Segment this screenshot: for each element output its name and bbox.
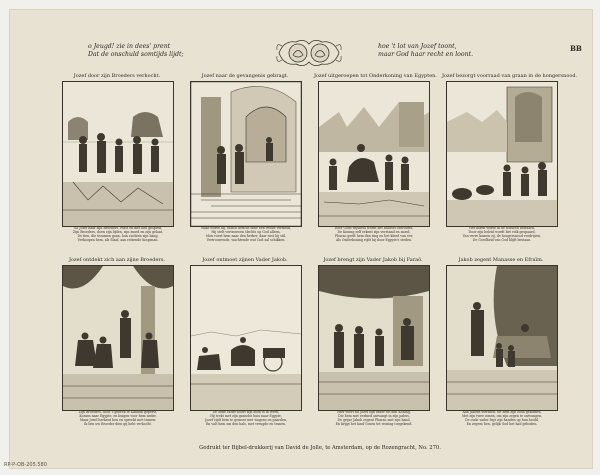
verse-line: Hier voert nu Jozef zijn vader tot den Koning, [337, 410, 411, 414]
engraving-grain-stores [447, 82, 557, 226]
panel-verse [446, 411, 558, 427]
verse-line: Want wordt hij, valsch beticht door een vrouw vermeld, [201, 226, 291, 230]
verse-line: Die hem met eerbied ontvangt in zijn paleis, [338, 413, 410, 418]
panel-title: Jozef bezorgt voorraad van graan in de hongersnood. [442, 73, 578, 79]
verse-line: Zijn Broeders, door 't gebrek te Kanaän geperst, [78, 410, 158, 414]
panel-5 [58, 256, 176, 432]
engraving-reveals-to-brothers [63, 266, 173, 410]
verse-line: De Koning zelf erkent zijn verstand en moed, [337, 229, 411, 234]
verse-line: Door Gods wijsheid wordt het raadsel ontvouwd, [334, 226, 414, 230]
verse-line: Komen naar Egypte, en buigen voor hem neder, [79, 413, 157, 418]
panel-verse [62, 227, 174, 243]
verse-line: Vertrouwende, wachtende wat God zal schikken. [206, 237, 286, 242]
printer-emblem [274, 36, 344, 70]
panel-title: Jozef door zijn Broeders verkocht. [73, 73, 161, 79]
panel-6 [186, 256, 304, 432]
verse-line: De grijze Jakob zegent Pharao met zijn hand, [337, 417, 411, 422]
panel-illustration [190, 265, 302, 411]
verse-line: De oude vader legt zijn handen op hun hoofd, [465, 417, 539, 422]
header-verse-right [378, 43, 538, 59]
verse-line: Hij stelt vertrouwen slechts op God alleen, [211, 229, 281, 234]
engraving-prison [191, 82, 301, 226]
engraving-brothers-selling [63, 82, 173, 226]
panel-3 [314, 72, 437, 248]
panel-verse [190, 411, 302, 427]
panel-illustration [190, 81, 302, 227]
panel-grid [58, 72, 578, 432]
verse-line: Pharao geeft hem den ring en het kleed van eer, [334, 233, 414, 238]
verse-line: De tien, die tezamen gaan, hun zuchten zijn bang, [77, 233, 159, 238]
panel-illustration [446, 265, 558, 411]
panel-4 [442, 72, 578, 248]
engraving-procession [319, 82, 429, 226]
panel-illustration [62, 265, 174, 411]
verse-line: De oude vader hoort zijn zoon is in leven, [212, 410, 280, 414]
verse-line: Ga Jozef naar zijn Broeders, twist en met hen gesprek, [73, 226, 163, 230]
panel-illustration [62, 81, 174, 227]
verse-line: Zijn Broeders, doen zijn lijden, zijn moed en zijn gelaat, [72, 229, 164, 234]
verse-line: Maar Jozef herkent hen en spreekt met tranen: [79, 417, 157, 422]
verse-line: En valt hem om den hals, met vreugde en tranen. [205, 421, 287, 426]
panel-verse [62, 411, 174, 427]
header-right-line: maar God haar recht en loont. [378, 51, 474, 58]
verse-line: En krijgt het land Gosen tot woning toegekend. [335, 421, 413, 426]
engraving-jacob-blessing [447, 266, 557, 410]
panel-title: Jozef ontmoet zijnen Vader Jakob. [202, 257, 288, 263]
sheet-mark: BB [570, 44, 582, 53]
inventory-number: RP-P-OB-205.580 [4, 462, 47, 468]
header-right-line: hoe 't lot van Jozef toont, [378, 43, 457, 50]
verse-line: Als Onderkoning rijdt hij door Egypte's steden. [335, 237, 413, 242]
verse-line: Hij trekt met zijn gansche huis naar Egypte, [210, 413, 282, 418]
panel-verse [318, 411, 430, 427]
verse-line: Het koren wordt in de schuren bewaard, [469, 226, 535, 230]
header-left-line: o Jeugd! zie in dees' prent [88, 43, 171, 50]
engraving-meets-jacob [191, 266, 301, 410]
print-sheet [10, 10, 592, 468]
verse-line: Met zijn twee zonen, om zijn zegen te ontvangen, [461, 413, 543, 418]
panel-title: Jozef naar de gevangenis gebragt. [201, 73, 289, 79]
panel-title: Jozef brengt zijn Vader Jakob bij Faraö. [323, 257, 423, 263]
verse-line: Verkoopen hem, als Slaaf, aan reizende Koopman. [77, 237, 159, 242]
header-verse-left [88, 43, 268, 59]
panel-illustration [446, 81, 558, 227]
panel-verse [446, 227, 558, 243]
printer-imprint: Gedrukt ter Bijbel-drukkerij van David de Jolle, te Amsterdam, op de Rozengracht, No. 270. [199, 445, 441, 451]
verse-line: Door zijn beleid wordt het volk gespaard, [468, 229, 536, 234]
verse-line: Men voert hem naar den kerker, daar rust hij stil, [205, 233, 287, 238]
panel-illustration [318, 265, 430, 411]
panel-verse [190, 227, 302, 243]
panel-title: Jozef ontdekt zich aan zijne Broeders. [69, 257, 165, 263]
verse-line: Ik ben uw Broeder dien gij hebt verkocht. [84, 421, 152, 426]
panel-2 [186, 72, 304, 248]
verse-line: Van verre komen zij, de hongersnood verdrijven, [462, 233, 542, 238]
panel-8 [442, 256, 560, 432]
panel-7 [314, 256, 432, 432]
panel-title: Jakob zegent Manasse en Efraïm. [458, 257, 544, 263]
panel-illustration [318, 81, 430, 227]
verse-line: Jozef rijdt hem te gemoet met wagens en paarden, [205, 417, 287, 422]
panel-verse [318, 227, 430, 243]
panel-title: Jozef uitgeroepen tot Onderkoning van Egypten. [314, 73, 437, 79]
verse-line: De Goedheid van God blijft bestaan. [472, 237, 532, 242]
engraving-before-pharaoh [319, 266, 429, 410]
header-left-line: Dat de onschuld somtijds lijdt; [88, 51, 184, 58]
verse-line: Aan Jakobs sterfbed, tot hem zijn zoon gekomen, [462, 410, 542, 414]
panel-1 [58, 72, 176, 248]
verse-line: En zegent hen, gelijk God het had geboden. [466, 421, 538, 426]
